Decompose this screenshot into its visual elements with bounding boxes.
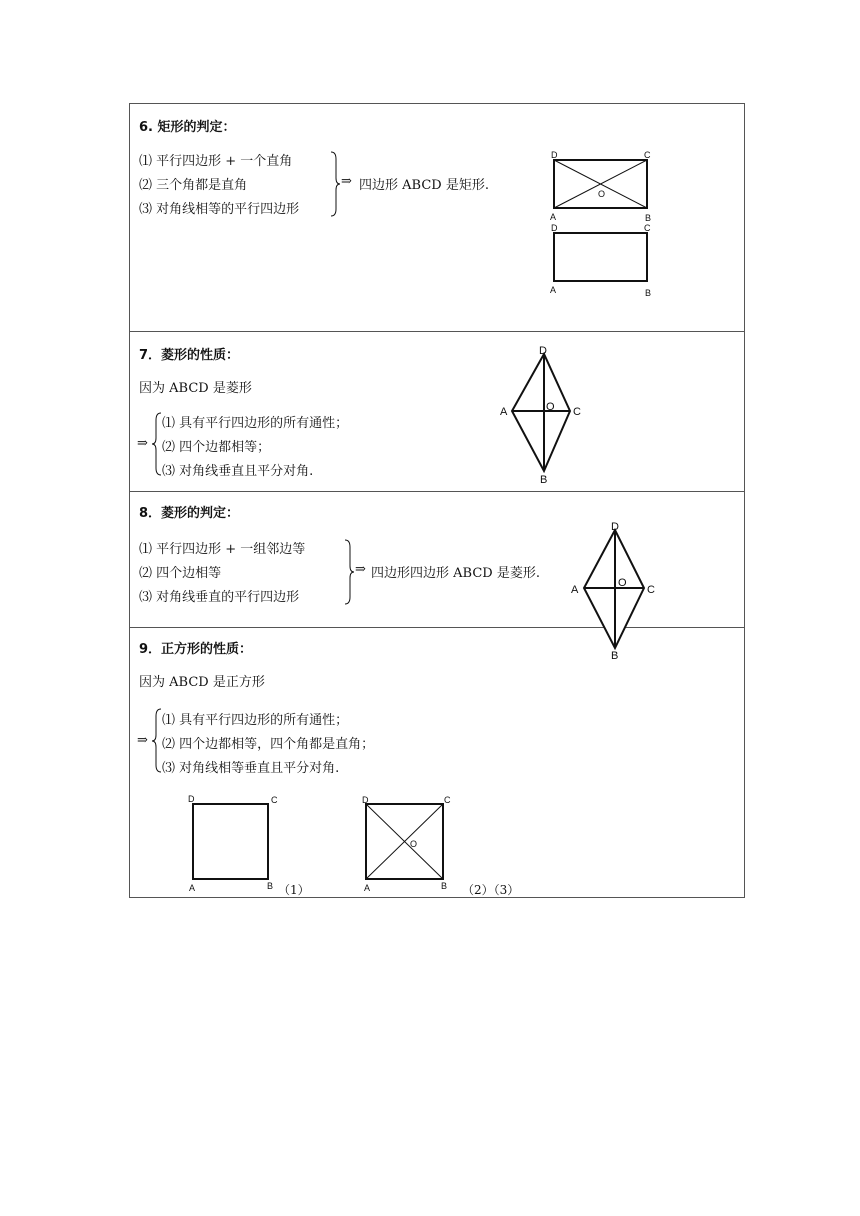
- criterion-item: ⑴ 平行四边形 + 一个直角: [139, 154, 293, 169]
- content-table: [129, 103, 745, 898]
- vertex-label-a: A: [571, 584, 579, 596]
- criterion-item: ⑵ 四个边相等: [139, 566, 222, 581]
- criterion-item: ⑴ 平行四边形 + 一组邻边等: [139, 542, 306, 557]
- vertex-label-d: D: [551, 223, 558, 233]
- property-item: ⑵ 四个边都相等，四个角都是直角；: [162, 737, 375, 752]
- section-title: 6. 矩形的判定：: [139, 120, 236, 135]
- rectangle-with-diagonals-figure: [548, 150, 658, 224]
- vertex-label-b: B: [645, 213, 652, 223]
- square-with-diagonals-figure: [360, 793, 460, 893]
- vertex-label-a: A: [364, 883, 371, 893]
- implies-arrow: ⇒: [355, 562, 366, 577]
- vertex-label-b: B: [540, 474, 548, 486]
- vertex-label-b: B: [645, 288, 652, 298]
- vertex-label-b: B: [267, 881, 274, 891]
- figure-caption: （1）: [278, 883, 310, 897]
- vertex-label-c: C: [644, 223, 651, 233]
- left-brace: [152, 708, 162, 774]
- vertex-label-d: D: [611, 521, 619, 533]
- premise-text: 因为 ABCD 是正方形: [139, 675, 265, 690]
- property-item: ⑶ 对角线相等垂直且平分对角.: [162, 761, 340, 776]
- vertex-label-a: A: [189, 883, 196, 893]
- vertex-label-b: B: [611, 650, 619, 662]
- conclusion-text: 四边形 ABCD 是矩形.: [359, 178, 489, 193]
- vertex-label-d: D: [362, 795, 369, 805]
- vertex-label-a: A: [550, 285, 557, 295]
- rhombus-figure: [495, 342, 585, 486]
- property-item: ⑶ 对角线垂直且平分对角.: [162, 464, 314, 479]
- center-label-o: O: [410, 839, 418, 849]
- criterion-item: ⑶ 对角线垂直的平行四边形: [139, 590, 300, 605]
- vertex-label-c: C: [644, 150, 651, 160]
- vertex-label-d: D: [188, 794, 195, 804]
- center-label-o: O: [618, 577, 627, 589]
- section-rhombus-properties: [130, 332, 744, 492]
- section-title: 7．菱形的性质：: [139, 348, 240, 363]
- property-item: ⑴ 具有平行四边形的所有通性；: [162, 416, 349, 431]
- vertex-label-d: D: [551, 150, 558, 160]
- premise-text: 因为 ABCD 是菱形: [139, 381, 252, 396]
- vertex-label-b: B: [441, 881, 448, 891]
- implies-arrow: ⇒: [137, 733, 148, 748]
- right-brace: [330, 151, 340, 217]
- vertex-label-c: C: [647, 584, 655, 596]
- criterion-item: ⑵ 三个角都是直角: [139, 178, 248, 193]
- vertex-label-c: C: [444, 795, 451, 805]
- implies-arrow: ⇒: [341, 174, 352, 189]
- vertex-label-c: C: [271, 795, 278, 805]
- vertex-label-a: A: [500, 406, 508, 418]
- center-label-o: O: [598, 189, 606, 199]
- vertex-label-a: A: [550, 212, 557, 222]
- square-figure: [185, 793, 285, 893]
- figure-caption: （2）（3）: [462, 883, 520, 897]
- rhombus-figure: [568, 518, 658, 662]
- vertex-label-d: D: [539, 345, 547, 357]
- property-item: ⑵ 四个边都相等；: [162, 440, 271, 455]
- center-label-o: O: [546, 401, 555, 413]
- vertex-label-c: C: [573, 406, 581, 418]
- section-title: 9．正方形的性质：: [139, 642, 253, 657]
- right-brace: [344, 539, 354, 605]
- section-rectangle-criteria: [130, 104, 744, 332]
- criterion-item: ⑶ 对角线相等的平行四边形: [139, 202, 300, 217]
- rectangle-figure: [548, 223, 658, 297]
- section-square-properties: [130, 628, 744, 898]
- left-brace: [152, 412, 162, 476]
- implies-arrow: ⇒: [137, 436, 148, 451]
- conclusion-text: 四边形四边形 ABCD 是菱形.: [371, 566, 540, 581]
- property-item: ⑴ 具有平行四边形的所有通性；: [162, 713, 349, 728]
- section-title: 8．菱形的判定：: [139, 506, 240, 521]
